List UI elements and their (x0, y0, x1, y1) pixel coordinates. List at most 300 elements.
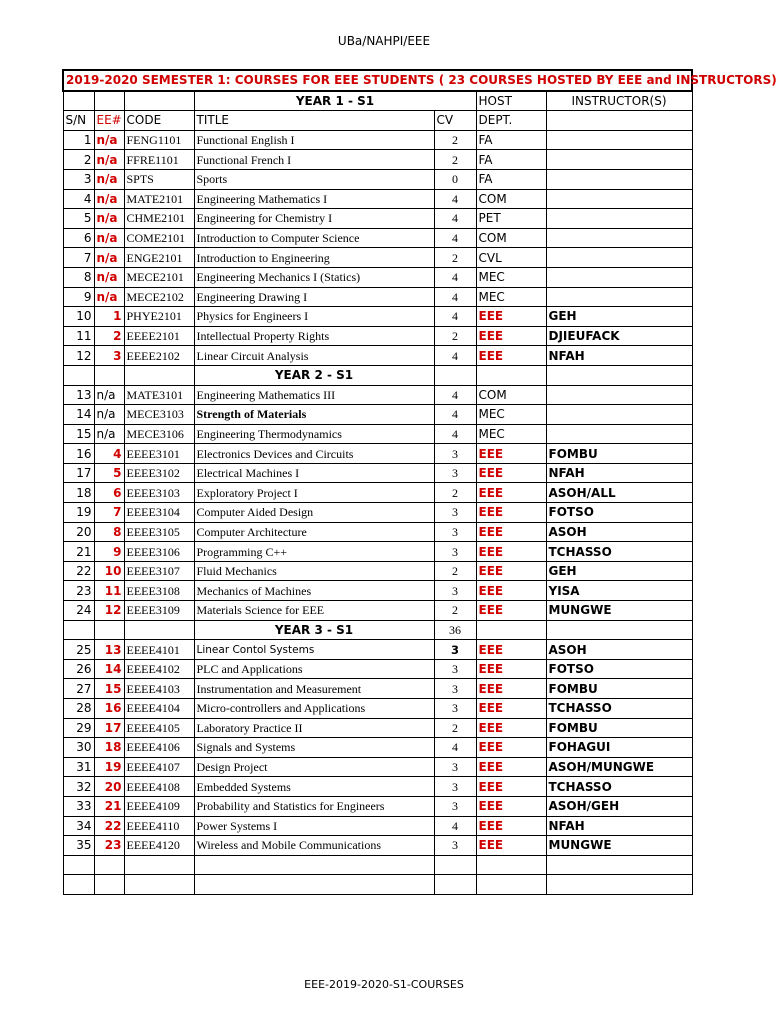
ee-number: 13 (94, 640, 124, 660)
course-title: Engineering Mechanics I (Statics) (194, 267, 434, 287)
host-dept: EEE (476, 757, 546, 777)
instructor (546, 424, 692, 444)
host-dept: EEE (476, 561, 546, 581)
empty-cell (124, 855, 194, 875)
credit-value: 2 (434, 326, 476, 346)
empty-cell (476, 620, 546, 640)
host-dept: EEE (476, 679, 546, 699)
ee-number: 2 (94, 326, 124, 346)
host-dept: EEE (476, 718, 546, 738)
course-title: Engineering Drawing I (194, 287, 434, 307)
host-dept: MEC (476, 267, 546, 287)
credit-value: 4 (434, 267, 476, 287)
course-title: PLC and Applications (194, 659, 434, 679)
year3-label: YEAR 3 - S1 (194, 620, 434, 640)
course-title: Electronics Devices and Circuits (194, 444, 434, 464)
empty-cell (63, 620, 94, 640)
table-row (63, 307, 692, 327)
table-row (63, 130, 692, 150)
course-title: Computer Aided Design (194, 503, 434, 523)
host-dept: EEE (476, 640, 546, 660)
ee-number: n/a (94, 150, 124, 170)
course-code: EEEE4101 (124, 640, 194, 660)
table-row (63, 718, 692, 738)
serial-number: 10 (63, 307, 94, 327)
course-title: Physics for Engineers I (194, 307, 434, 327)
course-title: Embedded Systems (194, 777, 434, 797)
host-dept: EEE (476, 777, 546, 797)
serial-number: 15 (63, 424, 94, 444)
ee-number: n/a (94, 189, 124, 209)
serial-number: 8 (63, 267, 94, 287)
course-code: EEEE4103 (124, 679, 194, 699)
ee-number: n/a (94, 385, 124, 405)
course-title: Fluid Mechanics (194, 561, 434, 581)
table-row (63, 816, 692, 836)
empty-cell (546, 855, 692, 875)
instructor: MUNGWE (546, 601, 692, 621)
course-title: Engineering Mathematics III (194, 385, 434, 405)
host-dept: COM (476, 189, 546, 209)
instructor: NFAH (546, 346, 692, 366)
year-header-row (63, 365, 692, 385)
serial-number: 35 (63, 836, 94, 856)
course-code: EEEE4105 (124, 718, 194, 738)
ee-number: n/a (94, 169, 124, 189)
course-code: MECE3103 (124, 405, 194, 425)
instructor (546, 150, 692, 170)
table-row (63, 796, 692, 816)
host-dept: MEC (476, 287, 546, 307)
serial-number: 3 (63, 169, 94, 189)
empty-cell (94, 875, 124, 895)
credit-value: 4 (434, 228, 476, 248)
instructor (546, 287, 692, 307)
ee-number: 19 (94, 757, 124, 777)
host-dept: EEE (476, 444, 546, 464)
empty-cell (94, 855, 124, 875)
instructor: YISA (546, 581, 692, 601)
banner-row (63, 70, 692, 91)
host-dept: EEE (476, 522, 546, 542)
serial-number: 19 (63, 503, 94, 523)
course-title: Micro-controllers and Applications (194, 699, 434, 719)
course-code: EEEE3101 (124, 444, 194, 464)
ee-number: 23 (94, 836, 124, 856)
credit-value: 4 (434, 816, 476, 836)
credit-value: 4 (434, 189, 476, 209)
credit-value: 4 (434, 346, 476, 366)
empty-cell (476, 875, 546, 895)
course-title: Exploratory Project I (194, 483, 434, 503)
credit-value: 4 (434, 405, 476, 425)
course-code: MECE2102 (124, 287, 194, 307)
instructor (546, 169, 692, 189)
table-row (63, 267, 692, 287)
credit-value: 4 (434, 424, 476, 444)
host-dept: MEC (476, 405, 546, 425)
table-row (63, 248, 692, 268)
serial-number: 13 (63, 385, 94, 405)
empty-cell (194, 855, 434, 875)
credit-value: 3 (434, 777, 476, 797)
serial-number: 26 (63, 659, 94, 679)
course-code: EEEE4110 (124, 816, 194, 836)
course-code: EEEE3108 (124, 581, 194, 601)
serial-number: 16 (63, 444, 94, 464)
instructor-header: INSTRUCTOR(S) (546, 91, 692, 111)
credit-value: 3 (434, 679, 476, 699)
credit-value: 3 (434, 836, 476, 856)
table-row (63, 679, 692, 699)
column-header-row (63, 111, 692, 131)
serial-number: 9 (63, 287, 94, 307)
serial-number: 27 (63, 679, 94, 699)
ee-number: 11 (94, 581, 124, 601)
serial-number: 6 (63, 228, 94, 248)
year-header-row (63, 620, 692, 640)
ee-number: n/a (94, 405, 124, 425)
ee-number: n/a (94, 424, 124, 444)
empty-cell (63, 365, 94, 385)
host-dept: EEE (476, 346, 546, 366)
instructor (546, 385, 692, 405)
credit-value: 3 (434, 444, 476, 464)
credit-value: 2 (434, 483, 476, 503)
host-dept: EEE (476, 581, 546, 601)
ee-number: 20 (94, 777, 124, 797)
course-code: ENGE2101 (124, 248, 194, 268)
course-title: Programming C++ (194, 542, 434, 562)
course-code: EEEE4104 (124, 699, 194, 719)
host-dept: PET (476, 209, 546, 229)
course-code: EEEE4120 (124, 836, 194, 856)
host-dept: COM (476, 228, 546, 248)
course-title: Materials Science for EEE (194, 601, 434, 621)
ee-number: n/a (94, 267, 124, 287)
course-title: Functional French I (194, 150, 434, 170)
course-code: EEEE2101 (124, 326, 194, 346)
ee-number: 7 (94, 503, 124, 523)
course-title: Laboratory Practice II (194, 718, 434, 738)
table-row (63, 209, 692, 229)
instructor: FOTSO (546, 659, 692, 679)
course-code: EEEE3102 (124, 463, 194, 483)
course-code: EEEE2102 (124, 346, 194, 366)
table-row (63, 444, 692, 464)
table-row (63, 757, 692, 777)
course-title: Engineering for Chemistry I (194, 209, 434, 229)
ee-number: n/a (94, 209, 124, 229)
instructor: FOMBU (546, 718, 692, 738)
ee-number: 22 (94, 816, 124, 836)
ee-number: 3 (94, 346, 124, 366)
year1-label: YEAR 1 - S1 (194, 91, 476, 111)
ee-number: n/a (94, 287, 124, 307)
instructor: ASOH/GEH (546, 796, 692, 816)
instructor: NFAH (546, 816, 692, 836)
instructor: ASOH/ALL (546, 483, 692, 503)
ee-header: EE# (94, 111, 124, 131)
credit-value: 3 (434, 581, 476, 601)
credit-value: 0 (434, 169, 476, 189)
course-code: EEEE4109 (124, 796, 194, 816)
course-code: EEEE4102 (124, 659, 194, 679)
credit-value: 2 (434, 248, 476, 268)
empty-cell (94, 620, 124, 640)
host-dept: MEC (476, 424, 546, 444)
course-code: CHME2101 (124, 209, 194, 229)
instructor: TCHASSO (546, 777, 692, 797)
instructor: ASOH (546, 522, 692, 542)
course-title: Engineering Mathematics I (194, 189, 434, 209)
table-row (63, 699, 692, 719)
credit-value: 4 (434, 738, 476, 758)
course-title: Electrical Machines I (194, 463, 434, 483)
instructor (546, 209, 692, 229)
empty-cell (434, 365, 476, 385)
table-row (63, 483, 692, 503)
credit-value: 2 (434, 561, 476, 581)
table-row (63, 542, 692, 562)
ee-number: 1 (94, 307, 124, 327)
instructor: ASOH/MUNGWE (546, 757, 692, 777)
table-row (63, 463, 692, 483)
instructor: MUNGWE (546, 836, 692, 856)
host-dept: EEE (476, 542, 546, 562)
course-code: MATE3101 (124, 385, 194, 405)
ee-number: 4 (94, 444, 124, 464)
course-code: MATE2101 (124, 189, 194, 209)
host-dept: EEE (476, 659, 546, 679)
table-row (63, 326, 692, 346)
instructor (546, 267, 692, 287)
instructor: TCHASSO (546, 699, 692, 719)
table-row (63, 777, 692, 797)
serial-number: 33 (63, 796, 94, 816)
table-row (63, 561, 692, 581)
ee-number: 9 (94, 542, 124, 562)
course-title: Signals and Systems (194, 738, 434, 758)
course-code: EEEE4108 (124, 777, 194, 797)
course-title: Engineering Thermodynamics (194, 424, 434, 444)
credit-value: 3 (434, 463, 476, 483)
instructor (546, 248, 692, 268)
table-row (63, 581, 692, 601)
ee-number: 5 (94, 463, 124, 483)
course-code: EEEE3109 (124, 601, 194, 621)
instructor (546, 189, 692, 209)
instructor: FOMBU (546, 679, 692, 699)
title-header: TITLE (194, 111, 434, 131)
course-code: EEEE3103 (124, 483, 194, 503)
host-dept: FA (476, 169, 546, 189)
credit-value: 3 (434, 659, 476, 679)
host-dept: EEE (476, 307, 546, 327)
blank-row (63, 855, 692, 875)
course-title: Strength of Materials (194, 405, 434, 425)
host-dept: EEE (476, 601, 546, 621)
year2-label: YEAR 2 - S1 (194, 365, 434, 385)
host-header: HOST (476, 91, 546, 111)
empty-cell (194, 875, 434, 895)
course-title: Functional English I (194, 130, 434, 150)
course-title: Computer Architecture (194, 522, 434, 542)
instructor: TCHASSO (546, 542, 692, 562)
ee-number: 15 (94, 679, 124, 699)
table-row (63, 424, 692, 444)
empty-cell (63, 875, 94, 895)
host-dept: CVL (476, 248, 546, 268)
empty-cell (63, 855, 94, 875)
course-title: Mechanics of Machines (194, 581, 434, 601)
serial-number: 2 (63, 150, 94, 170)
host-dept: EEE (476, 483, 546, 503)
ee-number: 6 (94, 483, 124, 503)
sn-header: S/N (63, 111, 94, 131)
host-dept: EEE (476, 738, 546, 758)
table-row (63, 169, 692, 189)
course-title: Probability and Statistics for Engineers (194, 796, 434, 816)
empty-cell (546, 620, 692, 640)
course-title: Linear Contol Systems (194, 640, 434, 660)
serial-number: 30 (63, 738, 94, 758)
instructor (546, 228, 692, 248)
table-row (63, 522, 692, 542)
serial-number: 29 (63, 718, 94, 738)
serial-number: 7 (63, 248, 94, 268)
table-row (63, 601, 692, 621)
serial-number: 28 (63, 699, 94, 719)
course-code: EEEE3107 (124, 561, 194, 581)
serial-number: 12 (63, 346, 94, 366)
course-code: PHYE2101 (124, 307, 194, 327)
instructor: FOTSO (546, 503, 692, 523)
blank-row (63, 875, 692, 895)
empty-cell (476, 855, 546, 875)
instructor (546, 130, 692, 150)
table-row (63, 659, 692, 679)
empty-cell (124, 875, 194, 895)
course-code: EEEE3106 (124, 542, 194, 562)
course-code: EEEE4107 (124, 757, 194, 777)
ee-number: 17 (94, 718, 124, 738)
document-header: UBa/NAHPI/EEE (337, 34, 431, 48)
document-footer: EEE-2019-2020-S1-COURSES (304, 978, 464, 991)
host-dept: FA (476, 130, 546, 150)
course-title: Introduction to Computer Science (194, 228, 434, 248)
cv-header: CV (434, 111, 476, 131)
course-title: Instrumentation and Measurement (194, 679, 434, 699)
credit-value: 3 (434, 796, 476, 816)
credit-value: 3 (434, 640, 476, 660)
serial-number: 23 (63, 581, 94, 601)
instructor: NFAH (546, 463, 692, 483)
empty-cell (124, 620, 194, 640)
course-title: Wireless and Mobile Communications (194, 836, 434, 856)
course-code: EEEE3104 (124, 503, 194, 523)
serial-number: 34 (63, 816, 94, 836)
serial-number: 14 (63, 405, 94, 425)
table-row (63, 346, 692, 366)
dept-header: DEPT. (476, 111, 546, 131)
table-row (63, 738, 692, 758)
host-dept: EEE (476, 463, 546, 483)
serial-number: 24 (63, 601, 94, 621)
serial-number: 18 (63, 483, 94, 503)
credit-value: 3 (434, 757, 476, 777)
host-dept: EEE (476, 326, 546, 346)
instructor: FOMBU (546, 444, 692, 464)
host-dept: EEE (476, 699, 546, 719)
course-code: EEEE3105 (124, 522, 194, 542)
course-title: Sports (194, 169, 434, 189)
instructor: DJIEUFACK (546, 326, 692, 346)
empty-cell (434, 875, 476, 895)
credit-value: 3 (434, 503, 476, 523)
credit-value: 4 (434, 385, 476, 405)
serial-number: 21 (63, 542, 94, 562)
empty-cell (476, 365, 546, 385)
credit-value: 4 (434, 307, 476, 327)
credit-value: 2 (434, 130, 476, 150)
empty-cell (546, 875, 692, 895)
table-banner: 2019-2020 SEMESTER 1: COURSES FOR EEE STUDENTS ( 23 COURSES HOSTED BY EEE and INSTRUCTORS) (63, 70, 692, 91)
serial-number: 31 (63, 757, 94, 777)
course-code: COME2101 (124, 228, 194, 248)
table-row (63, 150, 692, 170)
course-title: Design Project (194, 757, 434, 777)
ee-number: 21 (94, 796, 124, 816)
credit-value: 4 (434, 287, 476, 307)
table-row (63, 503, 692, 523)
course-code: SPTS (124, 169, 194, 189)
credit-value: 3 (434, 699, 476, 719)
table-row (63, 640, 692, 660)
host-dept: EEE (476, 836, 546, 856)
ee-number: 18 (94, 738, 124, 758)
credit-value: 3 (434, 522, 476, 542)
serial-number: 32 (63, 777, 94, 797)
credit-value: 4 (434, 209, 476, 229)
credit-value: 2 (434, 601, 476, 621)
course-code: EEEE4106 (124, 738, 194, 758)
serial-number: 4 (63, 189, 94, 209)
instructor: FOHAGUI (546, 738, 692, 758)
instructor: ASOH (546, 640, 692, 660)
course-title: Intellectual Property Rights (194, 326, 434, 346)
ee-number: 16 (94, 699, 124, 719)
serial-number: 5 (63, 209, 94, 229)
credit-total: 36 (434, 620, 476, 640)
host-dept: EEE (476, 796, 546, 816)
ee-number: 14 (94, 659, 124, 679)
serial-number: 17 (63, 463, 94, 483)
empty-cell (124, 365, 194, 385)
year-header-row (63, 91, 692, 111)
host-dept: FA (476, 150, 546, 170)
host-dept: EEE (476, 503, 546, 523)
course-title: Introduction to Engineering (194, 248, 434, 268)
credit-value: 2 (434, 150, 476, 170)
empty-cell (546, 365, 692, 385)
table-row (63, 189, 692, 209)
empty-cell (94, 365, 124, 385)
ee-number: n/a (94, 228, 124, 248)
ee-number: n/a (94, 130, 124, 150)
table-row (63, 228, 692, 248)
table-row (63, 405, 692, 425)
